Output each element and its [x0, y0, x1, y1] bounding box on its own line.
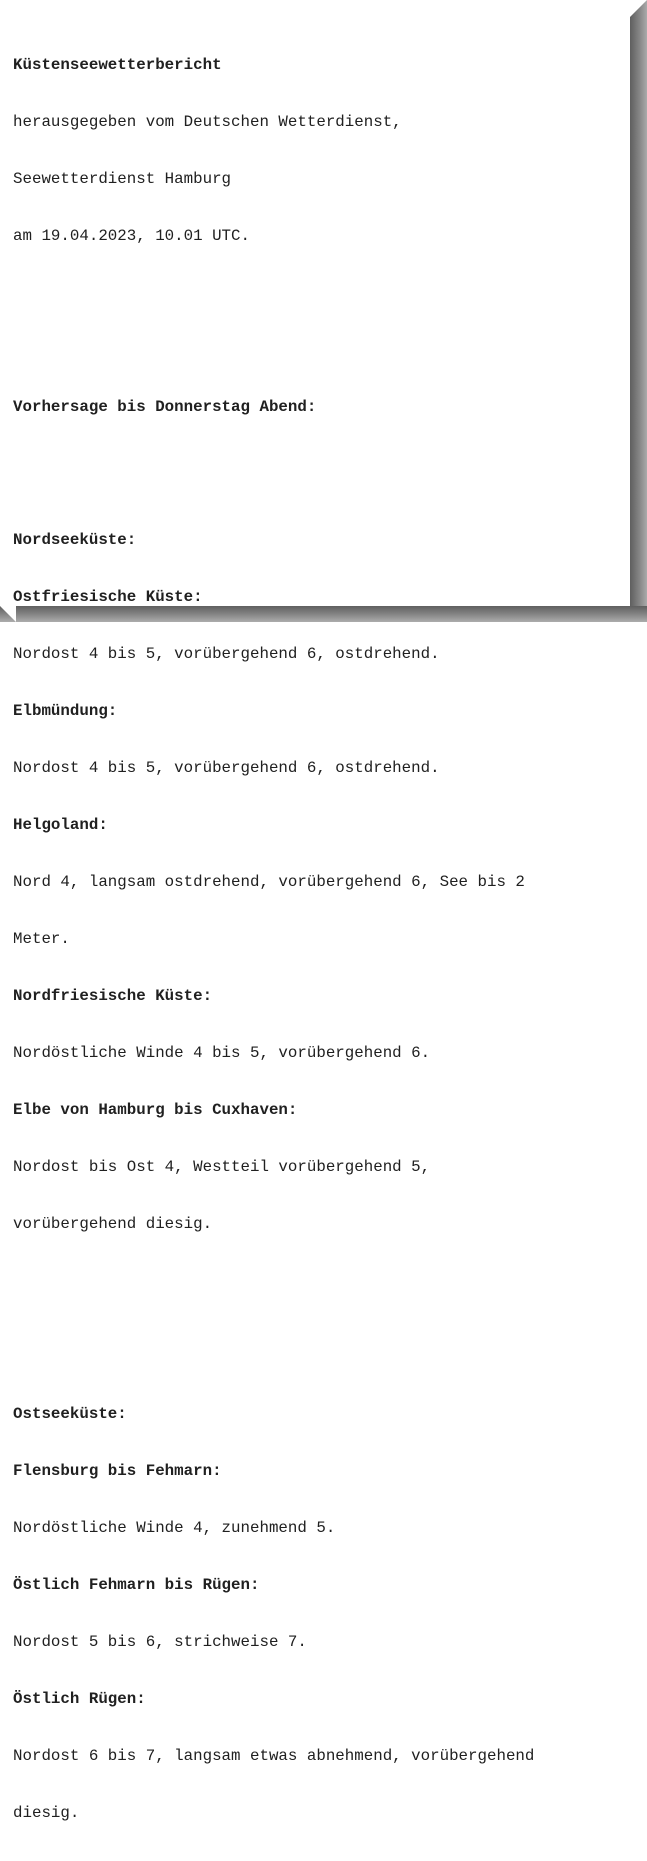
issuer-line-1: herausgegeben vom Deutschen Wetterdienst,	[13, 113, 402, 131]
region-label-flensburg: Flensburg bis Fehmarn:	[13, 1462, 222, 1480]
weather-report	[13, 18, 625, 1822]
section-heading-nordsee: Nordseeküste:	[13, 531, 137, 549]
region-forecast-flensburg: Nordöstliche Winde 4, zunehmend 5.	[13, 1519, 336, 1537]
region-label-oestlich-fehmarn: Östlich Fehmarn bis Rügen:	[13, 1576, 260, 1594]
spacer	[13, 284, 625, 303]
frame-shadow-bottom	[0, 606, 647, 622]
region-forecast-elbe-2: vorübergehend diesig.	[13, 1215, 213, 1233]
region-label-elbmuendung: Elbmündung:	[13, 702, 118, 720]
region-label-oestlich-ruegen: Östlich Rügen:	[13, 1690, 146, 1708]
spacer	[13, 341, 625, 360]
frame-shadow-right	[630, 0, 647, 622]
report-title: Küstenseewetterbericht	[13, 56, 222, 74]
region-forecast-oestlich-fehmarn: Nordost 5 bis 6, strichweise 7.	[13, 1633, 307, 1651]
forecast-heading: Vorhersage bis Donnerstag Abend:	[13, 398, 317, 416]
region-forecast-elbe-1: Nordost bis Ost 4, Westteil vorübergehend 5,	[13, 1158, 431, 1176]
frame-corner-top-right	[630, 0, 647, 17]
region-label-helgoland: Helgoland:	[13, 816, 108, 834]
region-forecast-oestlich-ruegen-2: diesig.	[13, 1804, 80, 1822]
section-heading-ostsee: Ostseeküste:	[13, 1405, 127, 1423]
region-label-nordfriesische-kueste: Nordfriesische Küste:	[13, 987, 213, 1005]
spacer	[13, 455, 625, 474]
region-label-elbe: Elbe von Hamburg bis Cuxhaven:	[13, 1101, 298, 1119]
spacer	[13, 1329, 625, 1348]
issue-time: am 19.04.2023, 10.01 UTC.	[13, 227, 250, 245]
region-forecast-nordfriesische-kueste: Nordöstliche Winde 4 bis 5, vorübergehend 6.	[13, 1044, 431, 1062]
region-forecast-oestlich-ruegen-1: Nordost 6 bis 7, langsam etwas abnehmend, vorübergehend	[13, 1747, 535, 1765]
region-forecast-elbmuendung: Nordost 4 bis 5, vorübergehend 6, ostdrehend.	[13, 759, 440, 777]
region-label-ostfriesische-kueste: Ostfriesische Küste:	[13, 588, 203, 606]
frame-corner-bottom-left	[0, 606, 16, 622]
region-forecast-ostfriesische-kueste: Nordost 4 bis 5, vorübergehend 6, ostdrehend.	[13, 645, 440, 663]
region-forecast-helgoland-1: Nord 4, langsam ostdrehend, vorübergehend 6, See bis 2	[13, 873, 525, 891]
issuer-line-2: Seewetterdienst Hamburg	[13, 170, 232, 188]
spacer	[13, 1272, 625, 1291]
region-forecast-helgoland-2: Meter.	[13, 930, 70, 948]
